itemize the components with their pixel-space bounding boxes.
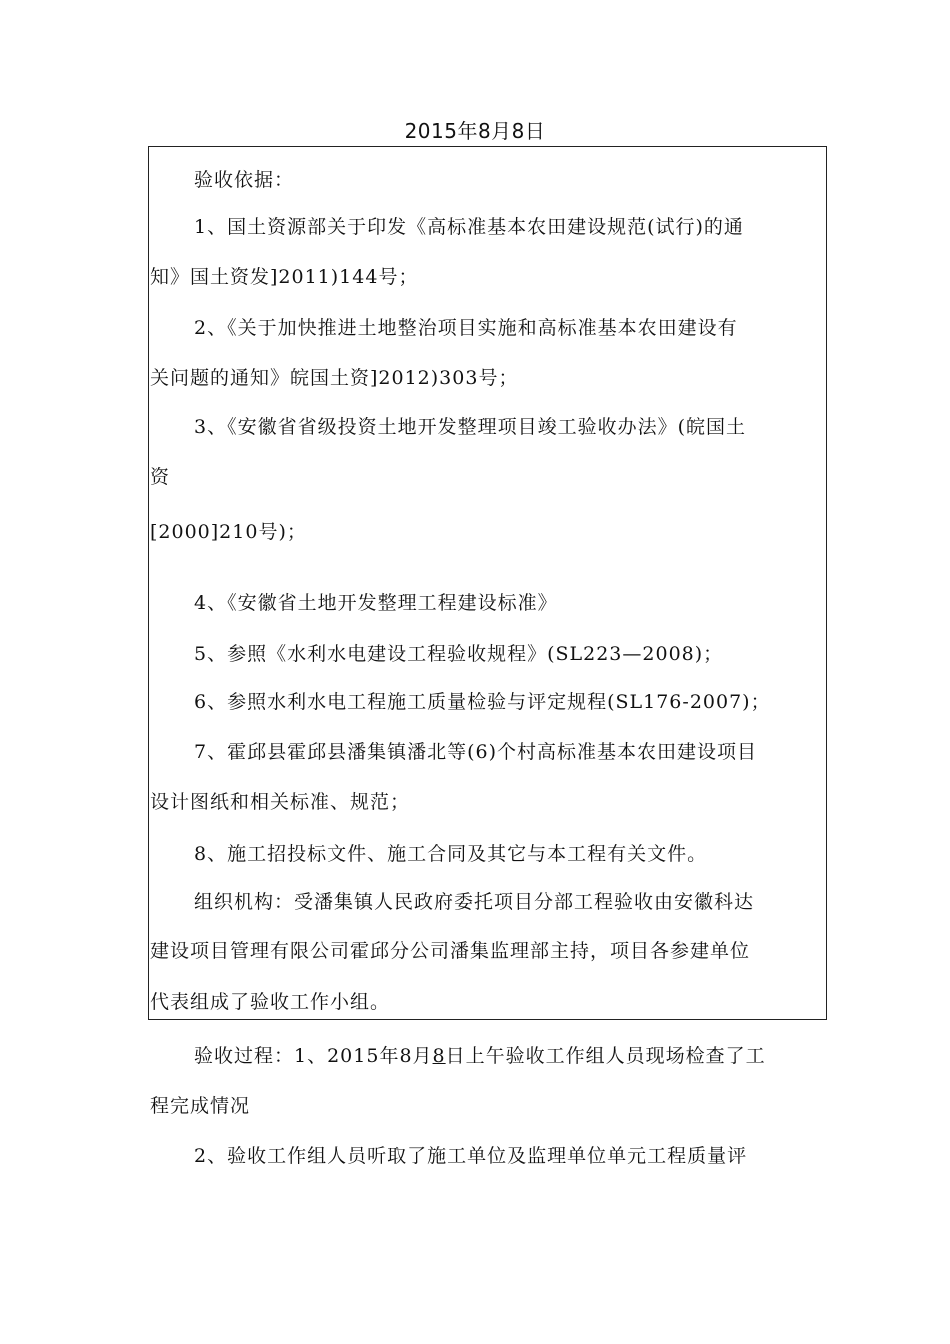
process-item-2-line-1: 2、验收工作组人员听取了施工单位及监理单位单元工程质量评 bbox=[194, 1145, 748, 1167]
basis-item-7-line-2: 设计图纸和相关标准、规范； bbox=[150, 791, 411, 813]
process-item-1-line-2: 程完成情况 bbox=[150, 1095, 251, 1117]
basis-item-7-line-1: 7、霍邱县霍邱县潘集镇潘北等(6)个村高标准基本农田建设项目 bbox=[194, 741, 758, 763]
process-item-1-line-1 bbox=[150, 1042, 828, 1070]
basis-item-3-line-1: 3、《安徽省省级投资土地开发整理项目竣工验收办法》(皖国土 bbox=[194, 416, 747, 438]
basis-heading: 验收依据： bbox=[194, 169, 295, 191]
basis-item-2-line-1: 2、《关于加快推进土地整治项目实施和高标准基本农田建设有 bbox=[194, 317, 738, 339]
basis-item-2-line-2: 关问题的通知》皖国土资]2012)303号； bbox=[150, 367, 519, 389]
date-heading: 2015年8月8日 bbox=[404, 119, 546, 143]
basis-item-1-line-2: 知》国土资发]2011)144号； bbox=[150, 266, 419, 288]
process-item-1-prefix: 验收过程：1、2015年8月 bbox=[194, 1045, 433, 1067]
basis-item-1-line-1: 1、国土资源部关于印发《高标准基本农田建设规范(试行)的通 bbox=[194, 216, 744, 238]
organization-line-2: 建设项目管理有限公司霍邱分公司潘集监理部主持，项目各参建单位 bbox=[150, 940, 751, 962]
basis-item-4: 4、《安徽省土地开发整理工程建设标准》 bbox=[194, 592, 558, 614]
basis-item-6: 6、参照水利水电工程施工质量检验与评定规程(SL176-2007)； bbox=[194, 691, 771, 713]
process-day-underlined: 8 bbox=[432, 1045, 446, 1067]
organization-line-3: 代表组成了验收工作小组。 bbox=[150, 991, 391, 1013]
organization-line-1: 组织机构：受潘集镇人民政府委托项目分部工程验收由安徽科达 bbox=[194, 891, 755, 913]
process-item-1-suffix: 日上午验收工作组人员现场检查了工 bbox=[445, 1045, 766, 1067]
basis-item-5: 5、参照《水利水电建设工程验收规程》(SL223—2008)； bbox=[194, 643, 724, 665]
basis-item-3-line-3: [2000]210号)； bbox=[150, 521, 307, 543]
basis-item-3-line-2: 资 bbox=[150, 466, 171, 488]
basis-item-8: 8、施工招投标文件、施工合同及其它与本工程有关文件。 bbox=[194, 843, 708, 865]
